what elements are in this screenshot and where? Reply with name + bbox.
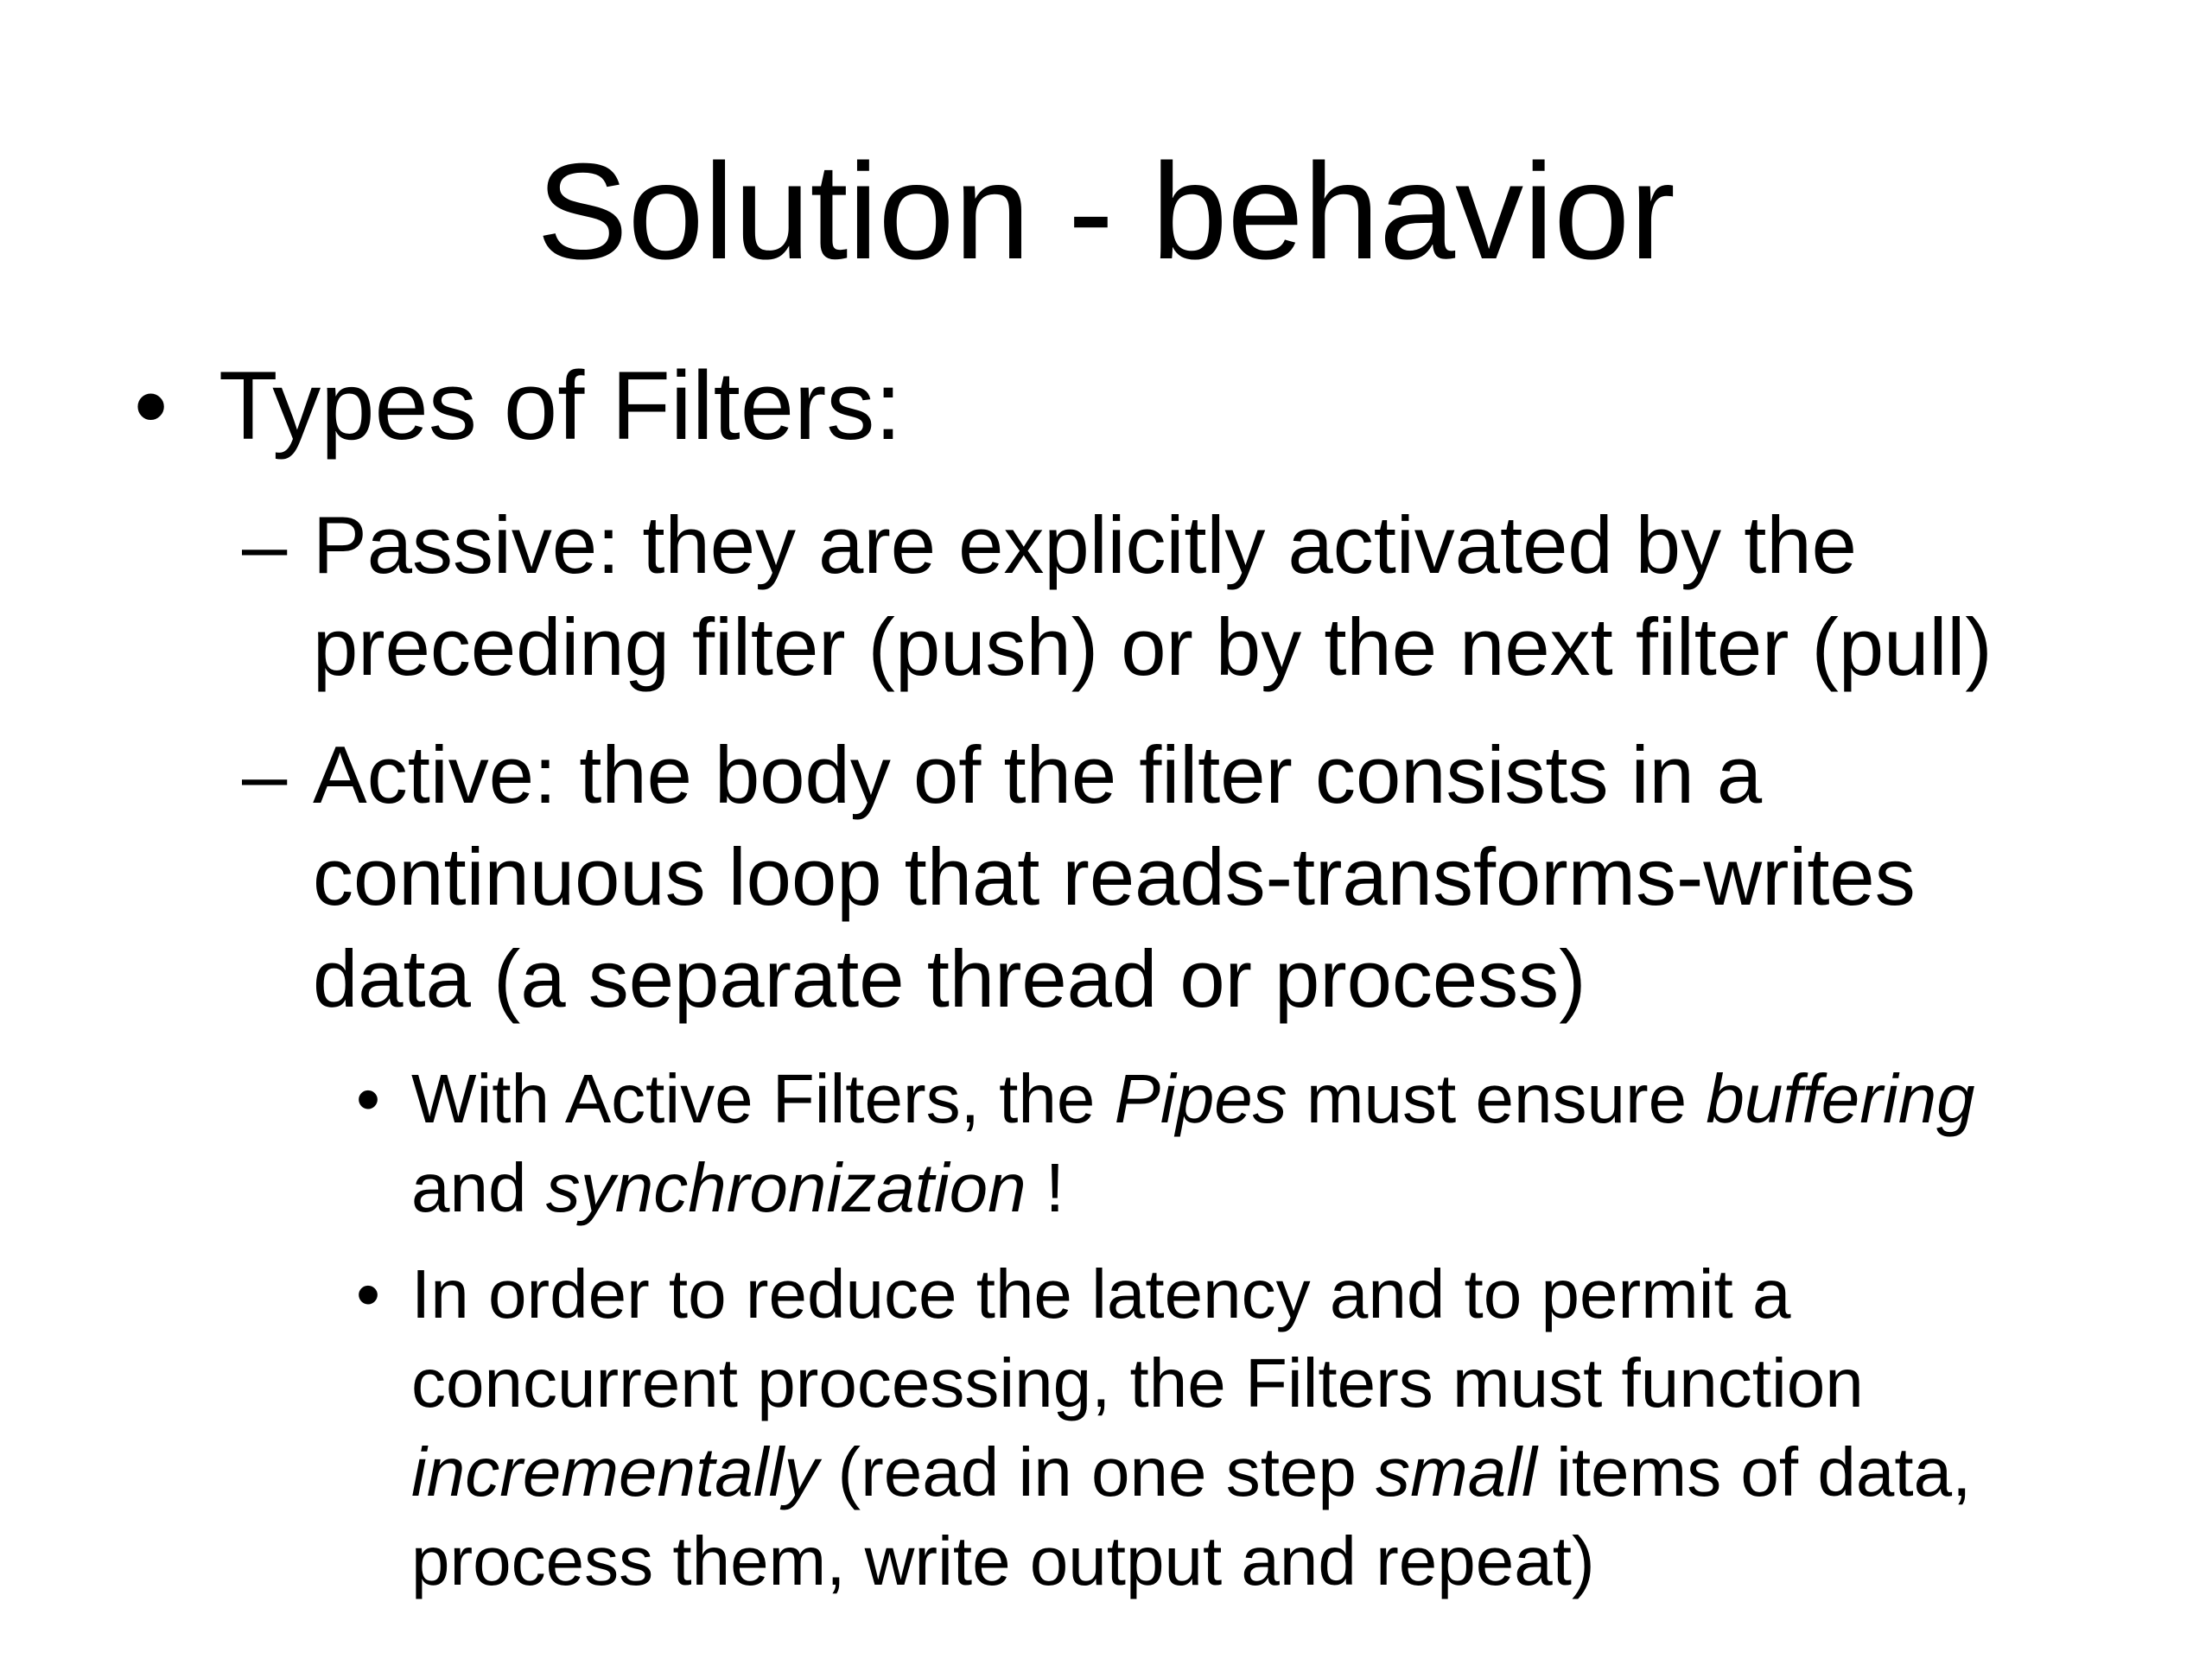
- bullet-text: Types of Filters:: [219, 352, 902, 460]
- active-line-3: data (a separate thread or process): [313, 933, 1586, 1024]
- italic-run: buffering: [1706, 1060, 1975, 1137]
- text-run: and: [411, 1149, 546, 1226]
- dash-marker: –: [242, 499, 288, 590]
- text-run: !: [1026, 1149, 1065, 1226]
- text-run: items of data,: [1536, 1433, 1972, 1510]
- incremental-line-2: concurrent processing, the Filters must function: [411, 1344, 1864, 1421]
- italic-run: Pipes: [1114, 1060, 1287, 1137]
- passive-line-1: Passive: they are explicitly activated by the: [313, 499, 1857, 590]
- pipes-line-1: [411, 1054, 2174, 1143]
- bullet-marker: •: [134, 352, 168, 460]
- incremental-line-1: In order to reduce the latency and to permit a: [411, 1255, 1791, 1332]
- italic-run: incrementally: [411, 1433, 819, 1510]
- italic-run: small: [1376, 1433, 1537, 1510]
- pipes-line-2: [411, 1143, 2174, 1232]
- text-run: With Active Filters, the: [411, 1060, 1115, 1137]
- active-text: [313, 724, 2171, 1030]
- bullet-marker: •: [356, 1060, 381, 1137]
- active-line-2: continuous loop that reads-transforms-writes: [313, 831, 1916, 922]
- italic-run: synchronization: [545, 1149, 1027, 1226]
- incremental-line-4: process them, write output and repeat): [411, 1522, 1595, 1599]
- incremental-text: [411, 1249, 2174, 1605]
- bullet-marker: •: [356, 1255, 381, 1332]
- text-run: (read in one step: [818, 1433, 1376, 1510]
- passive-text: [313, 494, 2171, 698]
- text-run: must ensure: [1287, 1060, 1707, 1137]
- pipes-text: [411, 1054, 2174, 1232]
- dash-marker: –: [242, 729, 288, 820]
- slide-title: Solution - behavior: [537, 136, 1675, 288]
- incremental-line-3: [411, 1427, 2174, 1516]
- active-line-1: Active: the body of the filter consists in a: [313, 729, 1763, 820]
- passive-line-2: preceding filter (push) or by the next filter (pull): [313, 601, 1993, 692]
